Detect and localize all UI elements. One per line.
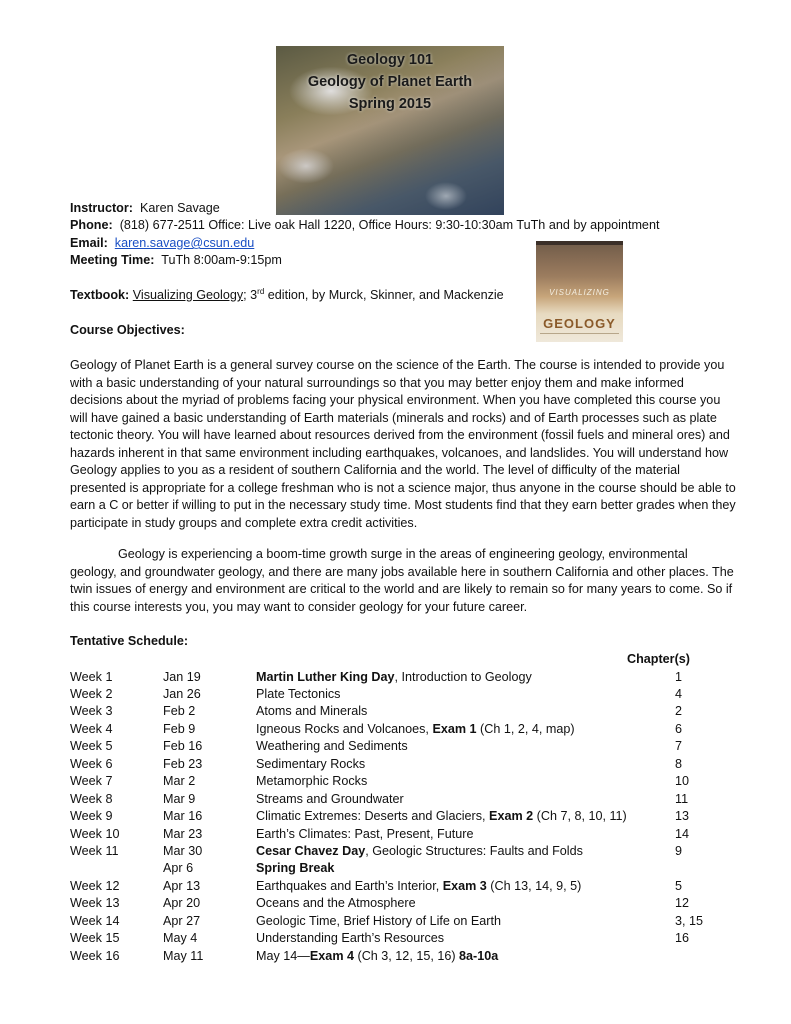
schedule-row	[0, 703, 791, 720]
course-title-line: Geology of Planet Earth	[307, 74, 473, 90]
schedule-week: Week 1	[70, 669, 113, 684]
schedule-row	[0, 721, 791, 738]
schedule-topic	[256, 756, 365, 774]
schedule-topic-text: (Ch 13, 14, 9, 5)	[486, 878, 582, 893]
schedule-date: Mar 16	[163, 809, 203, 824]
schedule-date: Feb 23	[163, 756, 203, 771]
schedule-topic-text: Metamorphic Rocks	[256, 774, 368, 789]
instructor-label: Instructor:	[70, 201, 133, 215]
header-satellite-image	[276, 46, 504, 215]
textbook-edition-prefix: ; 3	[243, 288, 258, 302]
meeting-time-label: Meeting Time:	[70, 253, 155, 267]
schedule-topic	[256, 895, 416, 913]
objectives-paragraph-1: Geology of Planet Earth is a general survey course on the science of the Earth. The course is intended to provide you with a basic understanding of your natural surroundings so that you may better enjoy them and make informed decisions about the myriad of problems facing your physical environment. When you have completed this course you will have gained a basic understanding of Earth materials (minerals and rocks) and of Earth processes such as plate tectonic theory. You will have learned about resources derived from the environment (fossil fuels and mineral ores) and hazards inherent in that same environment including earthquakes, volcanoes, and landslides. You will understand how Geology applies to you as a resident of southern California and the world. The level of difficulty of the material presented is appropriate for a college freshman who is not a science major, thus anyone in the course should be able to earn a C or better if willing to put in the necessary study time. Most students find that they earn better grades when they participate in study groups and complete extra credit activities.	[70, 358, 736, 530]
schedule-chapters: 14	[675, 826, 690, 841]
schedule-topic	[256, 738, 408, 756]
schedule-row	[0, 860, 791, 877]
schedule-week: Week 3	[70, 704, 113, 719]
schedule-chapters: 16	[675, 931, 690, 946]
email-line	[70, 235, 254, 253]
schedule-date: Apr 6	[163, 861, 194, 876]
meeting-time-value: TuTh 8:00am-9:15pm	[161, 253, 282, 267]
schedule-topic	[256, 703, 367, 721]
textbook-edition-suffix: edition, by Murck, Skinner, and Mackenzie	[264, 288, 504, 302]
schedule-chapters: 9	[675, 844, 683, 858]
schedule-topic-text: Streams and Groundwater	[256, 791, 404, 806]
schedule-row	[0, 686, 791, 703]
schedule-topic	[256, 826, 473, 844]
schedule-week: Week 10	[70, 826, 120, 841]
schedule-date: Mar 2	[163, 774, 196, 789]
schedule-chapters: 8	[675, 756, 683, 771]
schedule-row	[0, 756, 791, 773]
email-link[interactable]: karen.savage@csun.edu	[114, 236, 255, 250]
schedule-week: Week 7	[70, 774, 113, 789]
textbook-edition-sup: rd	[257, 287, 265, 296]
schedule-row	[0, 930, 791, 947]
objectives-heading-text: Course Objectives:	[70, 323, 185, 337]
schedule-topic-text: Oceans and the Atmosphere	[256, 896, 416, 911]
schedule-chapters: 13	[675, 809, 690, 824]
schedule-week: Week 14	[70, 913, 120, 928]
schedule-topic-text: Geologic Time, Brief History of Life on Earth	[256, 913, 501, 928]
schedule-date: Apr 27	[163, 913, 201, 928]
schedule-chapters: 6	[675, 721, 683, 736]
schedule-topic	[256, 808, 627, 826]
textbook-label: Textbook:	[70, 288, 130, 302]
schedule-row	[0, 669, 791, 686]
objectives-heading	[70, 322, 185, 340]
schedule-chapters: 3, 15	[675, 913, 704, 928]
cover-title: GEOLOGY	[543, 316, 616, 331]
schedule-topic-emphasis: Martin Luther King Day	[256, 669, 395, 684]
schedule-week: Week 15	[70, 931, 120, 946]
phone-office-hours: (818) 677-2511 Office: Live oak Hall 1220, Office Hours: 9:30-10:30am TuTh and by appointment	[119, 218, 660, 232]
schedule-row	[0, 791, 791, 808]
objectives-paragraph-2: Geology is experiencing a boom-time growth surge in the areas of engineering geology, environmental geology, and groundwater geology, and there are many jobs available here in southern California and other places. The twin issues of energy and environment are critical to the world and are likely to remain so for many years to come. So if this course interests you, you may want to consider geology for your future career.	[70, 547, 734, 614]
schedule-row	[0, 948, 791, 965]
schedule-topic-text: May 14—	[256, 948, 310, 963]
schedule-topic-text: Understanding Earth’s Resources	[256, 931, 445, 946]
schedule-row	[0, 878, 791, 895]
schedule-topic-emphasis: Exam 4	[309, 948, 355, 963]
schedule-topic	[256, 686, 340, 704]
schedule-topic-text: Sedimentary Rocks	[256, 756, 366, 771]
schedule-topic-text: , Geologic Structures: Faults and Folds	[365, 844, 583, 858]
chapters-column-header: Chapter(s)	[627, 652, 690, 666]
textbook-title: Visualizing Geology	[132, 288, 244, 302]
schedule-topic-text: , Introduction to Geology	[394, 669, 532, 684]
schedule-chapters: 4	[675, 686, 683, 701]
schedule-week: Week 4	[70, 721, 113, 736]
schedule-topic-text: Plate Tectonics	[256, 686, 341, 701]
schedule-date: May 4	[163, 931, 198, 946]
schedule-topic-text: Igneous Rocks and Volcanoes,	[256, 721, 433, 736]
schedule-topic	[256, 913, 501, 931]
schedule-row	[0, 895, 791, 912]
schedule-chapters: 11	[675, 791, 689, 806]
textbook-line	[70, 287, 504, 305]
instructor-line	[70, 200, 220, 218]
schedule-chapters: 2	[675, 704, 683, 719]
schedule-topic-emphasis: Spring Break	[256, 861, 335, 876]
schedule-week: Week 9	[70, 809, 113, 824]
schedule-date: Jan 19	[163, 669, 201, 684]
schedule-week: Week 16	[70, 948, 120, 963]
schedule-date: Apr 20	[163, 896, 201, 911]
schedule-chapters: 5	[675, 878, 683, 893]
schedule-date: Jan 26	[163, 686, 201, 701]
schedule-topic	[256, 773, 367, 791]
schedule-row	[0, 808, 791, 825]
schedule-row	[0, 738, 791, 755]
textbook-cover-image	[536, 241, 623, 342]
schedule-topic-text: (Ch 7, 8, 10, 11)	[533, 809, 627, 824]
schedule-topic-text: (Ch 3, 12, 15, 16)	[354, 948, 460, 963]
schedule-week: Week 12	[70, 878, 120, 893]
schedule-topic-text: Earthquakes and Earth’s Interior,	[256, 878, 443, 893]
schedule-topic	[256, 669, 532, 687]
schedule-week: Week 11	[70, 844, 119, 858]
cover-top-stripe	[536, 241, 623, 245]
instructor-name: Karen Savage	[139, 201, 220, 215]
meeting-time-line	[70, 252, 282, 270]
course-title-line: Geology 101	[346, 52, 434, 68]
schedule-heading	[70, 633, 188, 651]
schedule-topic	[256, 948, 498, 966]
schedule-week: Week 6	[70, 756, 113, 771]
course-title	[276, 49, 504, 115]
schedule-topic-emphasis: Exam 1	[432, 721, 477, 736]
schedule-topic-text: Weathering and Sediments	[256, 739, 408, 754]
schedule-row	[0, 843, 791, 860]
schedule-topic-text: Climatic Extremes: Deserts and Glaciers,	[256, 809, 490, 824]
schedule-week: Week 2	[70, 686, 113, 701]
cover-subtitle: VISUALIZING	[549, 288, 610, 297]
schedule-topic-text: Earth’s Climates: Past, Present, Future	[256, 826, 474, 841]
schedule-chapters: 7	[675, 739, 683, 754]
email-label: Email:	[70, 236, 108, 250]
schedule-topic	[256, 930, 444, 948]
phone-line	[70, 217, 659, 235]
schedule-date: Mar 9	[163, 791, 196, 806]
cover-author-rule	[540, 333, 619, 337]
schedule-topic	[256, 878, 581, 896]
course-title-line: Spring 2015	[348, 96, 432, 112]
schedule-topic	[256, 843, 583, 861]
schedule-topic-emphasis: Cesar Chavez Day	[256, 844, 366, 858]
schedule-chapters: 10	[675, 774, 690, 789]
schedule-date: May 11	[163, 948, 204, 963]
phone-label: Phone:	[70, 218, 113, 232]
schedule-date: Mar 23	[163, 826, 203, 841]
schedule-date: Feb 2	[163, 704, 196, 719]
schedule-date: Mar 30	[163, 844, 203, 858]
schedule-week: Week 13	[70, 896, 120, 911]
schedule-topic	[256, 860, 334, 878]
schedule-week: Week 8	[70, 791, 113, 806]
schedule-topic-emphasis: 8a-10a	[459, 948, 499, 963]
schedule-row	[0, 913, 791, 930]
schedule-date: Apr 13	[163, 878, 201, 893]
schedule-heading-text: Tentative Schedule:	[70, 634, 189, 648]
schedule-topic	[256, 721, 575, 739]
schedule-week: Week 5	[70, 739, 113, 754]
schedule-chapters: 1	[675, 669, 683, 684]
schedule-row	[0, 773, 791, 790]
schedule-topic	[256, 791, 404, 809]
schedule-topic-text: (Ch 1, 2, 4, map)	[476, 721, 575, 736]
schedule-date: Feb 16	[163, 739, 203, 754]
schedule-chapters: 12	[675, 896, 690, 911]
schedule-row	[0, 826, 791, 843]
schedule-topic-emphasis: Exam 2	[489, 809, 534, 824]
schedule-topic-emphasis: Exam 3	[442, 878, 487, 893]
schedule-topic-text: Atoms and Minerals	[256, 704, 368, 719]
schedule-date: Feb 9	[163, 721, 196, 736]
